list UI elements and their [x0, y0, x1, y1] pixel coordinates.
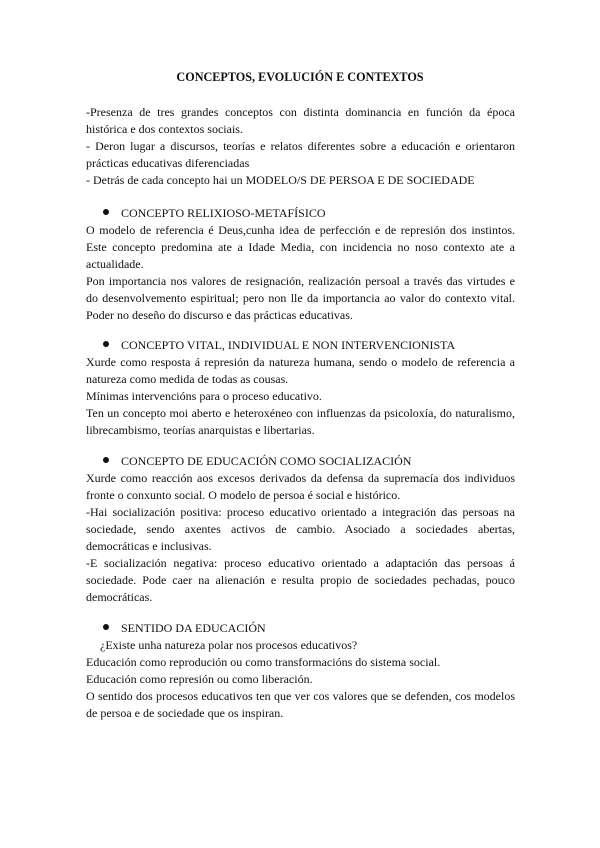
section-2-paragraph-1: Xurde como resposta á represión da natureza humana, sendo o modelo de referencia a natureza como medida de todas as cousas. [86, 355, 515, 386]
section-heading-relixioso [103, 205, 326, 222]
section-heading-vital [103, 337, 455, 354]
section-4-question: ¿Existe unha natureza polar nos procesos educativos? [100, 638, 358, 652]
section-3-paragraph-1: Xurde como reacción aos excesos derivados da defensa da supremacía dos individuos fronte o conxunto social. O modelo de persoa é social e histórico. [86, 471, 515, 502]
section-4-paragraph-2: Educación como reprodución ou como transformacións do sistema social. [86, 655, 441, 669]
section-3-paragraph-3: -E socialización negativa: proceso educativo orientado a adaptación das persoas á sociedade. Pode caer na alienación e resulta propio de sociedades pechadas, pouco democráticas. [86, 556, 515, 604]
section-heading-label: SENTIDO DA EDUCACIÓN [121, 621, 266, 635]
section-heading-sentido [103, 620, 266, 637]
section-2-paragraph-2: Mínimas intervencións para o proceso educativo. [86, 389, 322, 403]
intro-paragraph-2: - Deron lugar a discursos, teorías e relatos diferentes sobre a educación e orientaron prácticas educativas diferenciadas [86, 139, 515, 170]
intro-paragraph-3: - Detrás de cada concepto hai un MODELO/S DE PERSOA E DE SOCIEDADE [86, 173, 475, 187]
bullet-icon [103, 341, 109, 347]
section-1-paragraph-2: Pon importancia nos valores de resignación, realización persoal a través das virtudes e do desenvolvemento espiritual; pero non lle da importancia ao valor do contexto vital. Poder no deseño do discurso e das prácticas educativas. [86, 274, 515, 322]
section-4-paragraph-4: O sentido dos procesos educativos ten que ver cos valores que se defenden, cos modelos de persoa e de sociedade que os inspiran. [86, 689, 515, 720]
intro-paragraph-1: -Presenza de tres grandes conceptos con distinta dominancia en función da época histórica e dos contextos sociais. [86, 105, 515, 136]
section-2-paragraph-3: Ten un concepto moi aberto e heteroxéneo con influenzas da psicoloxía, do naturalismo, librecambismo, teorías anarquistas e libertarias. [86, 406, 515, 437]
section-heading-label: CONCEPTO DE EDUCACIÓN COMO SOCIALIZACIÓN [121, 454, 412, 468]
bullet-icon [103, 209, 109, 215]
section-3-paragraph-2: -Hai socialización positiva: proceso educativo orientado a integración das persoas na sociedade, sendo axentes activos de cambio. Asociado a sociedades abertas, democráticas e inclusivas. [86, 505, 515, 553]
document-title: CONCEPTOS, EVOLUCIÓN E CONTEXTOS [176, 70, 424, 84]
section-heading-label: CONCEPTO VITAL, INDIVIDUAL E NON INTERVENCIONISTA [121, 338, 456, 352]
bullet-icon [103, 457, 109, 463]
section-1-paragraph-1: O modelo de referencia é Deus,cunha idea de perfección e de represión dos instintos. Este concepto predomina ate a Idade Media, con incidencia no noso contexto ate a actualidade. [86, 223, 515, 271]
section-heading-socializacion [103, 453, 411, 470]
bullet-icon [103, 624, 109, 630]
section-4-paragraph-3: Educación como represión ou como liberación. [86, 672, 313, 686]
section-heading-label: CONCEPTO RELIXIOSO-METAFÍSICO [121, 206, 326, 220]
